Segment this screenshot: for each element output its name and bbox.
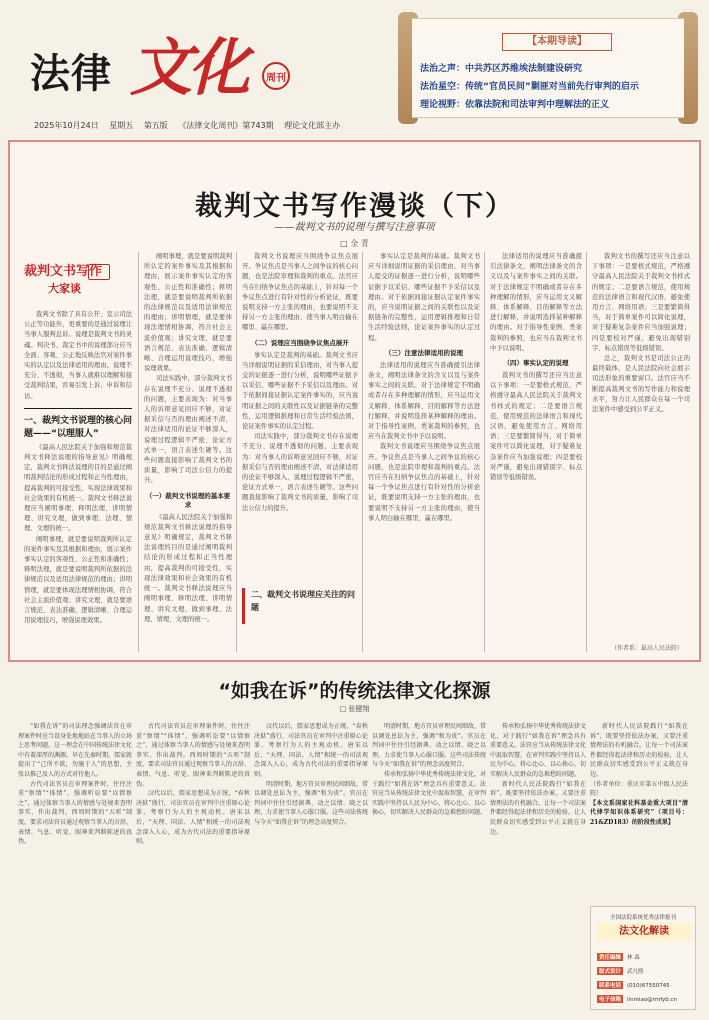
paragraph: 新时代人民法院践行“如我在诉”，既要坚持依法办案，又要注重情理法的有机融合，让每一个司法案件都经得起法律和历史的检验，让人民群众切实感受到公平正义就在身边。 xyxy=(490,780,586,836)
article-author-note: （作者系：最高人民法院） xyxy=(610,645,683,652)
paragraph: 古代司法官员在审理案件时，往往注重“察情”“体情”，强调听讼要“以情察之”，通过体察当事人的情感与处境来查明事实、作出裁判。西周时期的“五听”制度，要求司法官员通过观察当事人的言辞、表情、气息、听觉、眼神来判断陈述的真伪。 xyxy=(136,723,250,788)
sponsor-logo: 法文化解读 xyxy=(597,923,691,941)
article-column-5 xyxy=(490,252,582,652)
guide-item-2[interactable]: 法治星空：传统“官员民间”剿匪对当前先行审判的启示 xyxy=(420,82,639,92)
paragraph: 汉代以后，儒家思想成为正统，“春秋决狱”盛行，司法官员在审判中注重原心论罪，考察行为人的主观动机。唐宋以后，“天理、国法、人情”相统一的司法观念深入人心，成为古代司法的重要指导原则。 xyxy=(136,790,250,846)
paragraph: “如我在诉”的司法理念强调法官在审理案件时应当设身处地地站在当事人的立场上思考问题，这一理念在中国传统法律文化中有着深厚的渊源。早在先秦时期，儒家就提出了“己所不欲，勿施于人”的思想，主张以推己及人的方式对待他人。 xyxy=(18,723,132,778)
book-icon xyxy=(88,264,110,280)
credit-row-email xyxy=(597,995,677,1003)
paragraph: 《最高人民法院关于加强和规范裁判文书释法说理的指导意见》明确规定，裁判文书释法说理的目的是通过阐明裁判结论的形成过程和正当性理由，提高裁判的可接受性，实现法律效果和社会效果的有机统一。裁判文书释法说理应当阐明事理、释明法理、讲明情理、讲究文理，做到事理、法理、情理、文理的统一。 xyxy=(24,443,132,533)
issue-number: 《法律文化周刊》第743期 xyxy=(178,121,274,130)
paragraph: 事实认定是裁判的基础。裁判文书应当详细说明证据的采信理由，对当事人提交的证据逐一进行分析，说明哪些证据予以采信、哪些证据不予采信以及理由。对于依据间接证据认定案件事实的，应当说明证据之间的关联性以及证据链条的完整性，运用逻辑推理和日常生活经验法则，论证案件事实的认定过程。 xyxy=(242,351,358,431)
credit-row-phone xyxy=(597,981,670,989)
credit-value: 林 森 xyxy=(627,955,640,961)
paragraph: 裁判文书说理应当围绕争议焦点展开。争议焦点是当事人之间争议的核心问题，也是法院审理和裁判的重点。法官应当在归纳争议焦点的基础上，针对每一个争议焦点进行有针对性的分析论证，既要说明支持一方主张的理由，也要说明不支持另一方主张的理由，使当事人明白输在哪里、赢在哪里。 xyxy=(368,443,480,522)
article-column-4 xyxy=(368,252,480,652)
credit-value[interactable]: linmiao@rmfyb.cn xyxy=(627,997,678,1003)
bottom-column-5 xyxy=(490,722,586,1010)
paragraph: 古代司法官员在审理案件时，往往注重“察情”“体情”，强调听讼要“以情察之”，通过体察当事人的情感与处境来查明事实、作出裁判。西周时期的“五听”制度，要求司法官员通过观察当事人的言辞、表情、气息、听觉、眼神来判断陈述的真伪。 xyxy=(18,780,132,846)
credit-value: (010)67550745 xyxy=(627,983,670,989)
masthead-weekly-badge: 周刊 xyxy=(262,62,290,90)
article-column-6 xyxy=(592,252,690,642)
issue-editor: 理论文化部主办 xyxy=(284,121,341,130)
column-logo xyxy=(24,260,104,306)
credit-label: 联系电话 xyxy=(599,983,622,989)
credit-label: 版式设计 xyxy=(599,969,622,975)
column-logo-line2: 大家谈 xyxy=(48,282,81,295)
issue-date: 2025年10月24日 xyxy=(34,121,99,130)
bottom-column-2 xyxy=(136,722,250,1010)
paragraph: 法律适用的说理应当准确援引法律条文，阐明法律条文的含义以及与案件事实之间的关联。对于法律规定不明确或者存在多种理解的情形，应当运用文义解释、体系解释、目的解释等方法进行解释，并说明选择某种解释的理由。对于指导性案例、类案裁判的参照，也应当在裁判文书中予以说明。 xyxy=(490,253,582,352)
guide-title: 【本期导读】 xyxy=(502,33,612,51)
bottom-article-byline: □ 张健翔 xyxy=(339,705,370,713)
scroll-body xyxy=(412,18,684,118)
sub-heading-2: （二）说理应当围绕争议焦点展开 xyxy=(251,338,349,347)
masthead xyxy=(18,12,693,130)
paragraph: 传承和弘扬中华优秀传统法律文化，对于践行“如我在诉”理念具有重要意义。法官应当从传统法律文化中汲取智慧，在审判实践中坚持以人民为中心，将心比心、以心换心，切实解决人民群众的急难愁盼问题。 xyxy=(490,723,586,778)
column-divider xyxy=(484,252,485,652)
bottom-article-title: “如我在诉”的传统法律文化探源 xyxy=(218,680,491,702)
paragraph: 总之，裁判文书是司法公正的最终载体，是人民法院向社会展示司法形象的重要窗口。法官应当不断提高裁判文书的写作能力和说理水平，努力让人民群众在每一个司法案件中感受到公平正义。 xyxy=(592,355,690,414)
column-divider xyxy=(586,252,587,652)
bottom-column-1 xyxy=(18,722,132,1010)
paragraph: 新时代人民法院践行“如我在诉”，既要坚持依法办案，又要注重情理法的有机融合，让每一个司法案件都经得起法律和历史的检验，让人民群众切实感受到公平正义就在身边。 xyxy=(590,723,688,778)
bottom-article-body xyxy=(18,722,688,1010)
section-heading-2: 二、裁判文书说理应关注的问题 xyxy=(242,588,358,624)
credit-row-editor xyxy=(597,953,640,961)
paragraph: 法律适用的说理应当准确援引法律条文，阐明法律条文的含义以及与案件事实之间的关联。对于法律规定不明确或者存在多种理解的情形，应当运用文义解释、体系解释、目的解释等方法进行解释，并说明选择某种解释的理由。对于指导性案例、类案裁判的参照，也应当在裁判文书中予以说明。 xyxy=(368,361,480,441)
paragraph: 司法实践中，部分裁判文书存在说理不充分、说理不透彻的问题，主要表现为：对当事人的诉辩意见回应不够，对证据采信与否的理由阐述不清，对法律适用的论证不够深入，说理过程逻辑不严密，论证方式单一，语言表述生硬等。这些问题直接影响了裁判文书的质量，影响了司法公信力的提升。 xyxy=(144,375,232,485)
paragraph: 明清时期，地方官员审理民间细故，常以调处息讼为主，强调“和为贵”。官员在判词中往往引经据典、动之以情、晓之以理，力求使当事人心服口服。这些司法传统与今天“如我在诉”的理念高度契合。 xyxy=(254,780,368,826)
issue-weekday: 星期五 xyxy=(109,121,134,130)
article-column-3 xyxy=(242,252,358,582)
paragraph: 裁判文书除了具有公开、宣示司法公正等功能外，更重要的是通过说理让当事人服判息诉。说理是裁判文书的灵魂。判决书、裁定书中的说理部分应当全面、客观、公正地反映法官对案件事实的认定以及法律适用的理由。说理不充分、不透彻，当事人就难以理解和接受裁判结果，容易引发上诉、申诉和信访。 xyxy=(24,311,132,400)
masthead-meta xyxy=(34,120,348,131)
article-column-1 xyxy=(24,310,132,650)
paragraph: 汉代以后，儒家思想成为正统，“春秋决狱”盛行，司法官员在审判中注重原心论罪，考察行为人的主观动机。唐宋以后，“天理、国法、人情”相统一的司法观念深入人心，成为古代司法的重要指导原则。 xyxy=(254,723,368,778)
paragraph: 事实认定是裁判的基础。裁判文书应当详细说明证据的采信理由，对当事人提交的证据逐一进行分析，说明哪些证据予以采信、哪些证据不予采信以及理由。对于依据间接证据认定案件事实的，应当说明证据之间的关联性以及证据链条的完整性，运用逻辑推理和日常生活经验法则，论证案件事实的认定过程。 xyxy=(368,253,480,342)
sub-heading-3: （三）注意法律适用的说理 xyxy=(385,348,463,357)
paragraph: 传承和弘扬中华优秀传统法律文化，对于践行“如我在诉”理念具有重要意义。法官应当从传统法律文化中汲取智慧，在审判实践中坚持以人民为中心，将心比心、以心换心，切实解决人民群众的急难愁盼问题。 xyxy=(372,770,486,817)
column-logo-line1: 裁判文书写作 xyxy=(24,264,103,279)
masthead-title-wenhua: 文化 xyxy=(130,31,247,104)
paragraph: 《最高人民法院关于加强和规范裁判文书释法说理的指导意见》明确规定，裁判文书释法说理的目的是通过阐明裁判结论的形成过程和正当性理由，提高裁判的可接受性，实现法律效果和社会效果的有机统一。裁判文书释法说理应当阐明事理、释明法理、讲明情理、讲究文理，做到事理、法理、情理、文理的统一。 xyxy=(144,513,232,623)
top-article xyxy=(8,140,701,662)
paragraph: 阐明事理，就是要说明裁判所认定的案件事实及其根据和理由，展示案件事实认定的客观性、公正性和准确性；释明法理，就是要说明裁判所依据的法律规范以及适用法律规范的理由；讲明情理，就是要体现法理情相协调，符合社会主流价值观；讲究文理，就是要语言规范、表达准确、逻辑清晰、合理运用说理技巧，增强说理效果。 xyxy=(144,253,232,373)
paragraph: 明清时期，地方官员审理民间细故，常以调处息讼为主，强调“和为贵”。官员在判词中往往引经据典、动之以情、晓之以理，力求使当事人心服口服。这些司法传统与今天“如我在诉”的理念高度契合。 xyxy=(372,723,486,769)
paragraph: 裁判文书的撰写还应当注意以下事项：一是要格式规范，严格遵守最高人民法院关于裁判文书样式的规定；二是要语言规范，使用规范的法律语言和现代汉语，避免使用方言、网络用语；三是要繁简得当，对于简单案件可以简化说理，对于疑难复杂案件应当加强说理；四是要校对严谨，避免出现错别字、标点错误等低级错误。 xyxy=(592,253,690,352)
credit-row-design xyxy=(597,967,644,975)
article-byline: □ 全 青 xyxy=(340,239,369,248)
credit-label: 电子信箱 xyxy=(599,997,622,1003)
bottom-column-6 xyxy=(590,722,688,902)
author-note: （作者单位：重庆市第五中级人民法院） xyxy=(590,780,688,798)
credit-value: 武凡熙 xyxy=(627,969,644,975)
sub-heading-1: （一）裁判文书说理的基本要求 xyxy=(145,491,231,509)
column-divider xyxy=(138,252,139,652)
guide-item-1[interactable]: 法治之声：中共苏区苏维埃法制建设研究 xyxy=(420,64,583,74)
bottom-column-3 xyxy=(254,722,368,1010)
sub-heading-4: （四）事实认定的说理 xyxy=(503,359,569,368)
column-divider xyxy=(362,252,363,652)
paragraph: 阐明事理，就是要说明裁判所认定的案件事实及其根据和理由，展示案件事实认定的客观性、公正性和准确性；释明法理，就是要说明裁判所依据的法律规范以及适用法律规范的理由；讲明情理，就是要体现法理情相协调，符合社会主流价值观；讲究文理，就是要语言规范、表达准确、逻辑清晰、合理运用说理技巧，增强说理效果。 xyxy=(24,535,132,625)
reading-guide-scroll xyxy=(398,12,698,124)
paragraph: 司法实践中，部分裁判文书存在说理不充分、说理不透彻的问题，主要表现为：对当事人的诉辩意见回应不够，对证据采信与否的理由阐述不清，对法律适用的论证不够深入，说理过程逻辑不严密，论证方式单一，语言表述生硬等。这些问题直接影响了裁判文书的质量，影响了司法公信力的提升。 xyxy=(242,433,358,512)
article-title: 裁判文书写作漫谈（下） xyxy=(195,191,514,222)
fund-note: 【本文系国家社科基金重大项目“清代律学知识体系研究”（项目号：21&ZD183）的阶段性成果】 xyxy=(590,799,688,826)
article-subtitle: ——裁判文书的说理与撰写注意事项 xyxy=(274,222,435,233)
bottom-column-4 xyxy=(372,722,486,1010)
masthead-title-fa: 法律 xyxy=(30,51,112,97)
sponsor-caption: 全国法院系统优秀法律报刊 xyxy=(609,915,676,921)
column-divider xyxy=(236,252,237,652)
article-column-2 xyxy=(144,252,232,652)
paragraph: 裁判文书的撰写还应当注意以下事项：一是要格式规范，严格遵守最高人民法院关于裁判文书样式的规定；二是要语言规范，使用规范的法律语言和现代汉语，避免使用方言、网络用语；三是要繁简得当，对于简单案件可以简化说理，对于疑难复杂案件应当加强说理；四是要校对严谨，避免出现错别字、标点错误等低级错误。 xyxy=(490,372,582,482)
section-heading-1: 一、裁判文书说理的核心问题——“以理服人” xyxy=(24,408,132,439)
guide-item-3[interactable]: 理论视野：依靠法院和司法审判中理解法的正义 xyxy=(420,100,610,110)
issue-page: 第五版 xyxy=(143,121,168,130)
paragraph: 裁判文书说理应当围绕争议焦点展开。争议焦点是当事人之间争议的核心问题，也是法院审理和裁判的重点。法官应当在归纳争议焦点的基础上，针对每一个争议焦点进行有针对性的分析论证，既要说明支持一方主张的理由，也要说明不支持另一方主张的理由，使当事人明白输在哪里、赢在哪里。 xyxy=(242,253,358,332)
credit-label: 责任编辑 xyxy=(599,955,622,961)
credits-box xyxy=(590,906,696,1010)
